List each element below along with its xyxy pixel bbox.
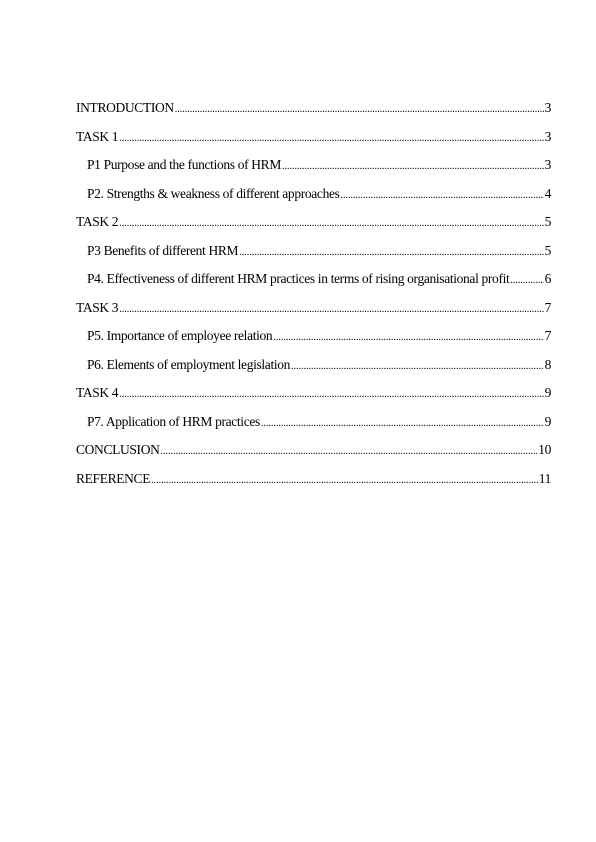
toc-entry-p6[interactable] xyxy=(76,351,551,380)
toc-entry-page-number: 7 xyxy=(544,299,551,315)
dot-leader xyxy=(510,267,543,296)
toc-entry-page-number: 5 xyxy=(544,242,551,258)
toc-entry-task-3[interactable] xyxy=(76,294,551,323)
dot-leader xyxy=(291,353,544,382)
dot-leader xyxy=(119,381,543,410)
toc-entry-label: TASK 2 xyxy=(76,214,119,229)
dot-leader xyxy=(119,296,543,325)
dot-leader xyxy=(341,182,544,211)
dot-leader xyxy=(151,467,538,496)
toc-entry-p1[interactable] xyxy=(76,151,551,180)
toc-entry-page-number: 4 xyxy=(544,185,551,201)
toc-entry-p2[interactable] xyxy=(76,180,551,209)
toc-entry-p5[interactable] xyxy=(76,322,551,351)
toc-entry-label: TASK 4 xyxy=(76,385,119,400)
toc-entry-page-number: 7 xyxy=(544,328,551,343)
toc-entry-p4[interactable] xyxy=(76,265,551,294)
toc-entry-label: P4. Effectiveness of different HRM practices in terms of rising organisational profit xyxy=(87,271,510,286)
toc-entry-page-number: 9 xyxy=(544,385,551,400)
toc-entry-p7[interactable] xyxy=(76,408,551,437)
toc-entry-introduction[interactable] xyxy=(76,94,551,123)
toc-entry-label: INTRODUCTION xyxy=(76,100,174,115)
toc-entry-page-number: 9 xyxy=(544,413,551,429)
toc-entry-label: P3 Benefits of different HRM xyxy=(87,242,239,258)
dot-leader xyxy=(119,125,543,154)
dot-leader xyxy=(261,410,544,439)
dot-leader xyxy=(161,438,538,467)
toc-entry-label: TASK 1 xyxy=(76,128,119,144)
toc-entry-page-number: 11 xyxy=(538,470,551,486)
toc-entry-task-4[interactable] xyxy=(76,379,551,408)
toc-entry-label: REFERENCE xyxy=(76,470,151,486)
toc-entry-label: P5. Importance of employee relation xyxy=(87,328,273,343)
dot-leader xyxy=(119,210,543,239)
toc-entry-conclusion[interactable] xyxy=(76,436,551,465)
dot-leader xyxy=(282,153,544,182)
toc-entry-page-number: 3 xyxy=(544,128,551,144)
toc-entry-label: P6. Elements of employment legislation xyxy=(87,356,291,372)
toc-entry-page-number: 5 xyxy=(544,214,551,229)
toc-entry-label: TASK 3 xyxy=(76,299,119,315)
dot-leader xyxy=(175,96,544,125)
toc-entry-task-2[interactable] xyxy=(76,208,551,237)
table-of-contents xyxy=(76,94,551,493)
toc-entry-task-1[interactable] xyxy=(76,123,551,152)
toc-entry-reference[interactable] xyxy=(76,465,551,494)
toc-entry-label: P1 Purpose and the functions of HRM xyxy=(87,157,281,172)
toc-entry-label: P2. Strengths & weakness of different approaches xyxy=(87,185,340,201)
toc-entry-label: CONCLUSION xyxy=(76,442,160,457)
toc-entry-page-number: 3 xyxy=(544,100,551,115)
toc-entry-page-number: 10 xyxy=(538,442,551,457)
dot-leader xyxy=(239,239,543,268)
toc-entry-page-number: 6 xyxy=(544,271,551,286)
dot-leader xyxy=(273,324,543,353)
toc-entry-p3[interactable] xyxy=(76,237,551,266)
toc-entry-page-number: 8 xyxy=(544,356,551,372)
toc-entry-page-number: 3 xyxy=(544,157,551,172)
toc-entry-label: P7. Application of HRM practices xyxy=(87,413,260,429)
